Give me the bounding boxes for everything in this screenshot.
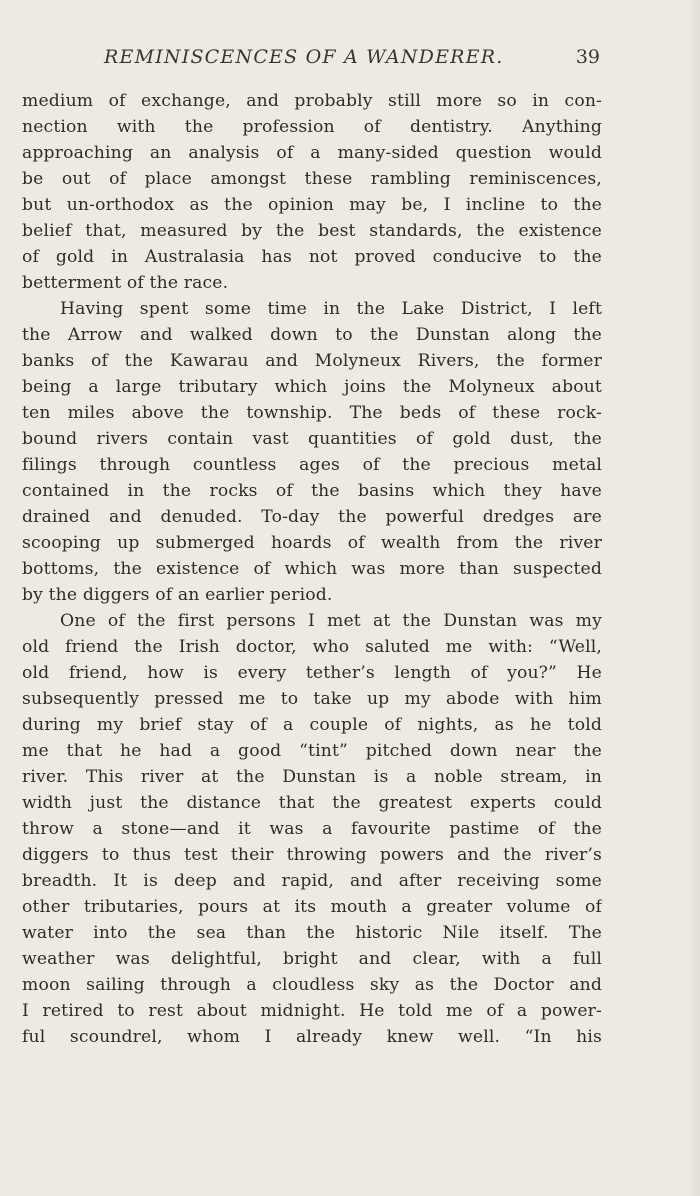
text-line: by the diggers of an earlier period. (22, 585, 333, 605)
text-line: width just the distance that the greatest experts could (22, 793, 602, 813)
text-line: water into the sea than the historic Nile itself. The (22, 923, 602, 943)
text-line: contained in the rocks of the basins which they have (22, 481, 602, 501)
text-line: One of the first persons I met at the Dunstan was my (60, 611, 602, 631)
text-line: weather was delightful, bright and clear, with a full (22, 949, 602, 969)
text-line: bottoms, the existence of which was more than suspected (22, 559, 602, 579)
text-line: ten miles above the township. The beds of these rock- (22, 403, 602, 423)
text-line: nection with the profession of dentistry. Anything (22, 117, 602, 137)
text-line: ful scoundrel, whom I already knew well. “In his (22, 1027, 602, 1047)
text-line: moon sailing through a cloudless sky as the Doctor and (22, 975, 602, 995)
paragraph (22, 296, 602, 608)
paragraph (22, 608, 602, 1050)
text-line: banks of the Kawarau and Molyneux Rivers, the former (22, 351, 602, 371)
text-line: but un-orthodox as the opinion may be, I incline to the (22, 195, 602, 215)
text-line: betterment of the race. (22, 273, 229, 293)
text-line: being a large tributary which joins the Molyneux about (22, 377, 602, 397)
text-line: the Arrow and walked down to the Dunstan along the (22, 325, 602, 345)
text-line: river. This river at the Dunstan is a noble stream, in (22, 767, 602, 787)
text-line: other tributaries, pours at its mouth a greater volume of (22, 897, 602, 917)
text-line: throw a stone—and it was a favourite pastime of the (22, 819, 602, 839)
text-line: Having spent some time in the Lake District, I left (60, 299, 602, 319)
body-text (22, 88, 602, 1050)
text-line: breadth. It is deep and rapid, and after receiving some (22, 871, 602, 891)
text-line: approaching an analysis of a many-sided question would (22, 143, 602, 163)
text-line: scooping up submerged hoards of wealth from the river (22, 533, 602, 553)
text-line: subsequently pressed me to take up my abode with him (22, 689, 602, 709)
text-line: diggers to thus test their throwing powers and the river’s (22, 845, 602, 865)
page-number: 39 (575, 46, 600, 68)
text-line: old friend, how is every tether’s length of you?” He (22, 663, 602, 683)
text-line: of gold in Australasia has not proved conducive to the (22, 247, 602, 267)
text-line: bound rivers contain vast quantities of gold dust, the (22, 429, 602, 449)
running-title: REMINISCENCES OF A WANDERER. (104, 46, 504, 68)
paragraph (22, 88, 602, 296)
text-line: old friend the Irish doctor, who saluted me with: “Well, (22, 637, 602, 657)
text-line: me that he had a good “tint” pitched down near the (22, 741, 602, 761)
text-line: I retired to rest about midnight. He told me of a power- (22, 1001, 602, 1021)
text-line: medium of exchange, and probably still more so in con- (22, 91, 602, 111)
text-line: belief that, measured by the best standards, the existence (22, 221, 602, 241)
text-line: filings through countless ages of the precious metal (22, 455, 602, 475)
text-line: be out of place amongst these rambling reminiscences, (22, 169, 602, 189)
running-head (22, 46, 600, 72)
text-line: drained and denuded. To-day the powerful dredges are (22, 507, 602, 527)
text-line: during my brief stay of a couple of nights, as he told (22, 715, 602, 735)
page-edge-shadow (688, 0, 700, 1196)
